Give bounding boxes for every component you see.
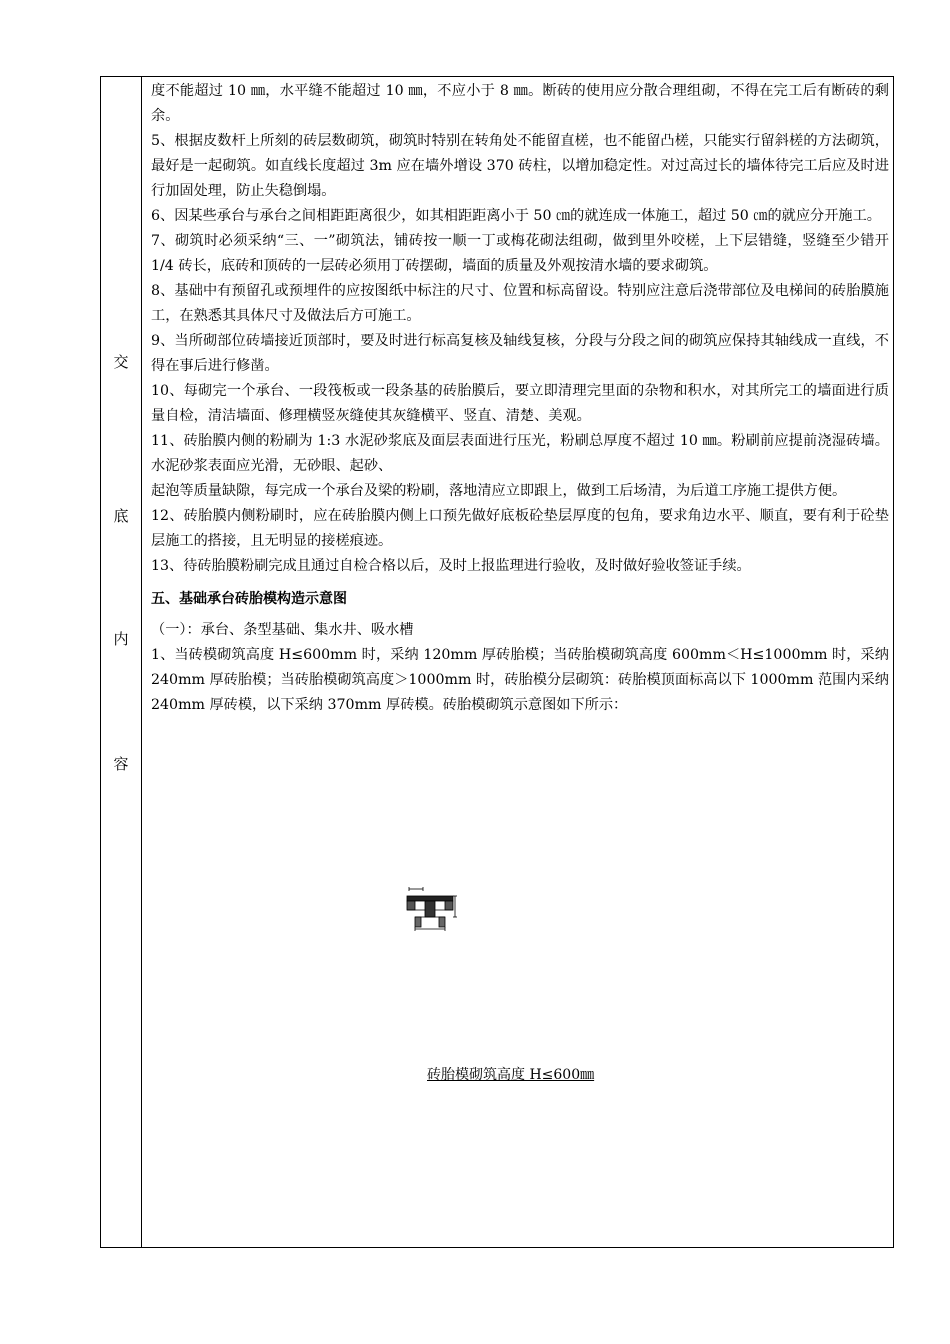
content-area: [151, 79, 889, 718]
section-paragraph: 1、当砖模砌筑高度 H≤600mm 时，采纳 120mm 厚砖胎模；当砖胎模砌筑高度 600mm＜H≤1000mm 时，采纳 240mm 厚砖胎模；当砖胎模砌筑高度＞1000mm 时，砖胎模分层砌筑：砖胎模顶面标高以下 1000mm 范围内采纳 240mm 厚砖模，以下采纳 370mm 厚砖模。砖胎模砌筑示意图如下所示：: [151, 647, 889, 713]
paragraph-item-9: 9、当所砌部位砖墙接近顶部时，要及时进行标高复核及轴线复核，分段与分段之间的砌筑应保持其轴线成一直线，不得在事后进行修凿。: [151, 333, 889, 374]
paragraph-item-12: 12、砖胎膜内侧粉刷时，应在砖胎膜内侧上口预先做好底板砼垫层厚度的包角，要求角边水平、顺直，要有利于砼垫层施工的搭接，且无明显的接槎痕迹。: [151, 508, 889, 549]
side-label-nei: 内: [113, 630, 129, 648]
paragraph-item-10: 10、每砌完一个承台、一段筏板或一段条基的砖胎膜后，要立即清理完里面的杂物和积水，对其所完工的墙面进行质量自检，清洁墙面、修理横竖灰缝使其灰缝横平、竖直、清楚、美观。: [151, 383, 889, 424]
brick-mould-diagram: [403, 885, 459, 935]
paragraph-continuation: 度不能超过 10 ㎜，水平缝不能超过 10 ㎜，不应小于 8 ㎜。断砖的使用应分散合理组砌，不得在完工后有断砖的剩余。: [151, 83, 889, 124]
paragraph-item-13: 13、待砖胎膜粉刷完成且通过自检合格以后，及时上报监理进行验收，及时做好验收签证手续。: [151, 558, 751, 574]
side-label-jiao: 交: [113, 353, 129, 371]
paragraph-item-8: 8、基础中有预留孔或预埋件的应按图纸中标注的尺寸、位置和标高留设。特别应注意后浇带部位及电梯间的砖胎膜施工，在熟悉其具体尺寸及做法后方可施工。: [151, 283, 889, 324]
figure-caption: 砖胎模砌筑高度 H≤600㎜: [427, 1067, 595, 1083]
paragraph-item-11: 11、砖胎膜内侧的粉刷为 1:3 水泥砂浆底及面层表面进行压光，粉刷总厚度不超过 10 ㎜。粉刷前应提前浇湿砖墙。水泥砂浆表面应光滑，无砂眼、起砂、: [151, 433, 889, 474]
paragraph-item-6: 6、因某些承台与承台之间相距距离很少，如其相距距离小于 50 ㎝的就连成一体施工，超过 50 ㎝的就应分开施工。: [151, 208, 881, 224]
paragraph-item-7: 7、砌筑时必须采纳“三、一”砌筑法，铺砖按一顺一丁或梅花砌法组砌，做到里外咬槎，上下层错缝，竖缝至少错开 1/4 砖长，底砖和顶砖的一层砖必须用丁砖摆砌，墙面的质量及外观按清水墙的要求砌筑。: [151, 233, 889, 274]
subsection-heading: （一）：承台、条型基础、集水井、吸水槽: [151, 622, 414, 638]
side-label-rong: 容: [113, 755, 129, 773]
paragraph-item-5: 5、根据皮数杆上所刻的砖层数砌筑，砌筑时特别在转角处不能留直槎，也不能留凸槎，只能实行留斜槎的方法砌筑，最好是一起砌筑。如直线长度超过 3m 应在墙外增设 370 砖柱，以增加稳定性。对过高过长的墙体待完工后应及时进行加固处理，防止失稳倒塌。: [151, 133, 889, 199]
section-heading: 五、基础承台砖胎模构造示意图: [151, 591, 347, 607]
paragraph-item-11-cont: 起泡等质量缺隙，每完成一个承台及梁的粉刷，落地清应立即跟上，做到工后场清，为后道工序施工提供方便。: [151, 483, 847, 499]
side-label-di: 底: [113, 507, 129, 525]
column-divider: [141, 77, 142, 1247]
